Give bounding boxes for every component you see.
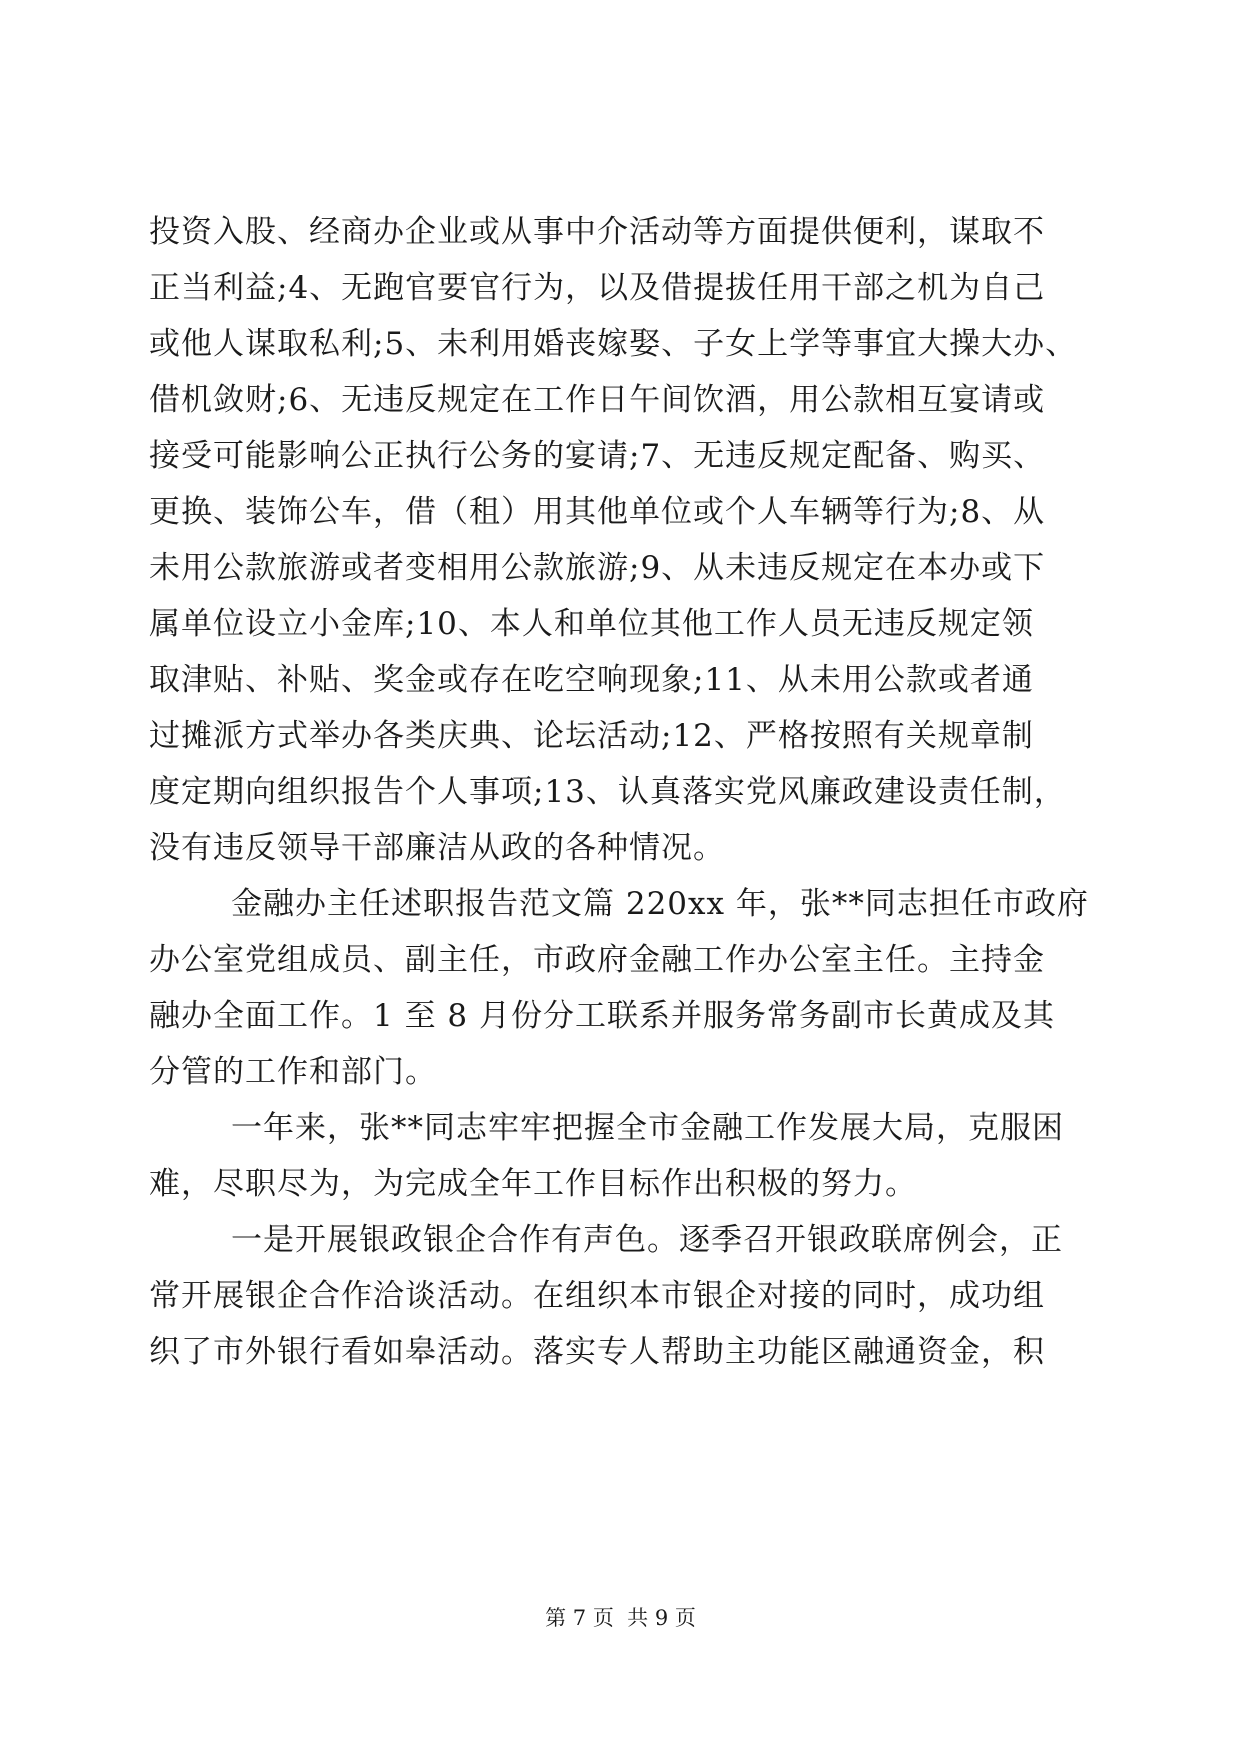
- text-line: 正当利益;4、无跑官要官行为，以及借提拔任用干部之机为自己: [149, 270, 1046, 306]
- page-number-footer: 第 7 页 共 9 页: [545, 1606, 696, 1630]
- text-line: 常开展银企合作洽谈活动。在组织本市银企对接的同时，成功组: [149, 1278, 1045, 1314]
- text-line: 没有违反领导干部廉洁从政的各种情况。: [149, 830, 725, 866]
- text-line: 办公室党组成员、副主任，市政府金融工作办公室主任。主持金: [149, 942, 1045, 978]
- text-line: 难，尽职尽为，为完成全年工作目标作出积极的努力。: [149, 1166, 917, 1202]
- text-line: 度定期向组织报告个人事项;13、认真落实党风廉政建设责任制，: [149, 774, 1066, 810]
- text-line: 接受可能影响公正执行公务的宴请;7、无违反规定配备、购买、: [149, 438, 1046, 474]
- text-line: 更换、装饰公车，借（租）用其他单位或个人车辆等行为;8、从: [149, 494, 1046, 530]
- text-line: 属单位设立小金库;10、本人和单位其他工作人员无违反规定领: [149, 606, 1034, 642]
- text-line: 融办全面工作。1 至 8 月份分工联系并服务常务副市长黄成及其: [149, 998, 1056, 1034]
- text-line: 金融办主任述职报告范文篇 220xx 年，张**同志担任市政府: [231, 886, 1089, 922]
- text-line: 投资入股、经商办企业或从事中介活动等方面提供便利，谋取不: [149, 214, 1045, 250]
- text-line: 织了市外银行看如皋活动。落实专人帮助主功能区融通资金，积: [149, 1334, 1045, 1370]
- text-line: 过摊派方式举办各类庆典、论坛活动;12、严格按照有关规章制: [149, 718, 1034, 754]
- text-line: 未用公款旅游或者变相用公款旅游;9、从未违反规定在本办或下: [149, 550, 1046, 586]
- text-line: 一年来，张**同志牢牢把握全市金融工作发展大局，克服困: [231, 1110, 1064, 1146]
- text-line: 一是开展银政银企合作有声色。逐季召开银政联席例会，正: [231, 1222, 1063, 1258]
- text-line: 取津贴、补贴、奖金或存在吃空响现象;11、从未用公款或者通: [149, 662, 1034, 698]
- text-line: 借机敛财;6、无违反规定在工作日午间饮酒，用公款相互宴请或: [149, 382, 1046, 418]
- text-line: 分管的工作和部门。: [149, 1054, 437, 1090]
- text-line: 或他人谋取私利;5、未利用婚丧嫁娶、子女上学等事宜大操大办、: [149, 326, 1078, 362]
